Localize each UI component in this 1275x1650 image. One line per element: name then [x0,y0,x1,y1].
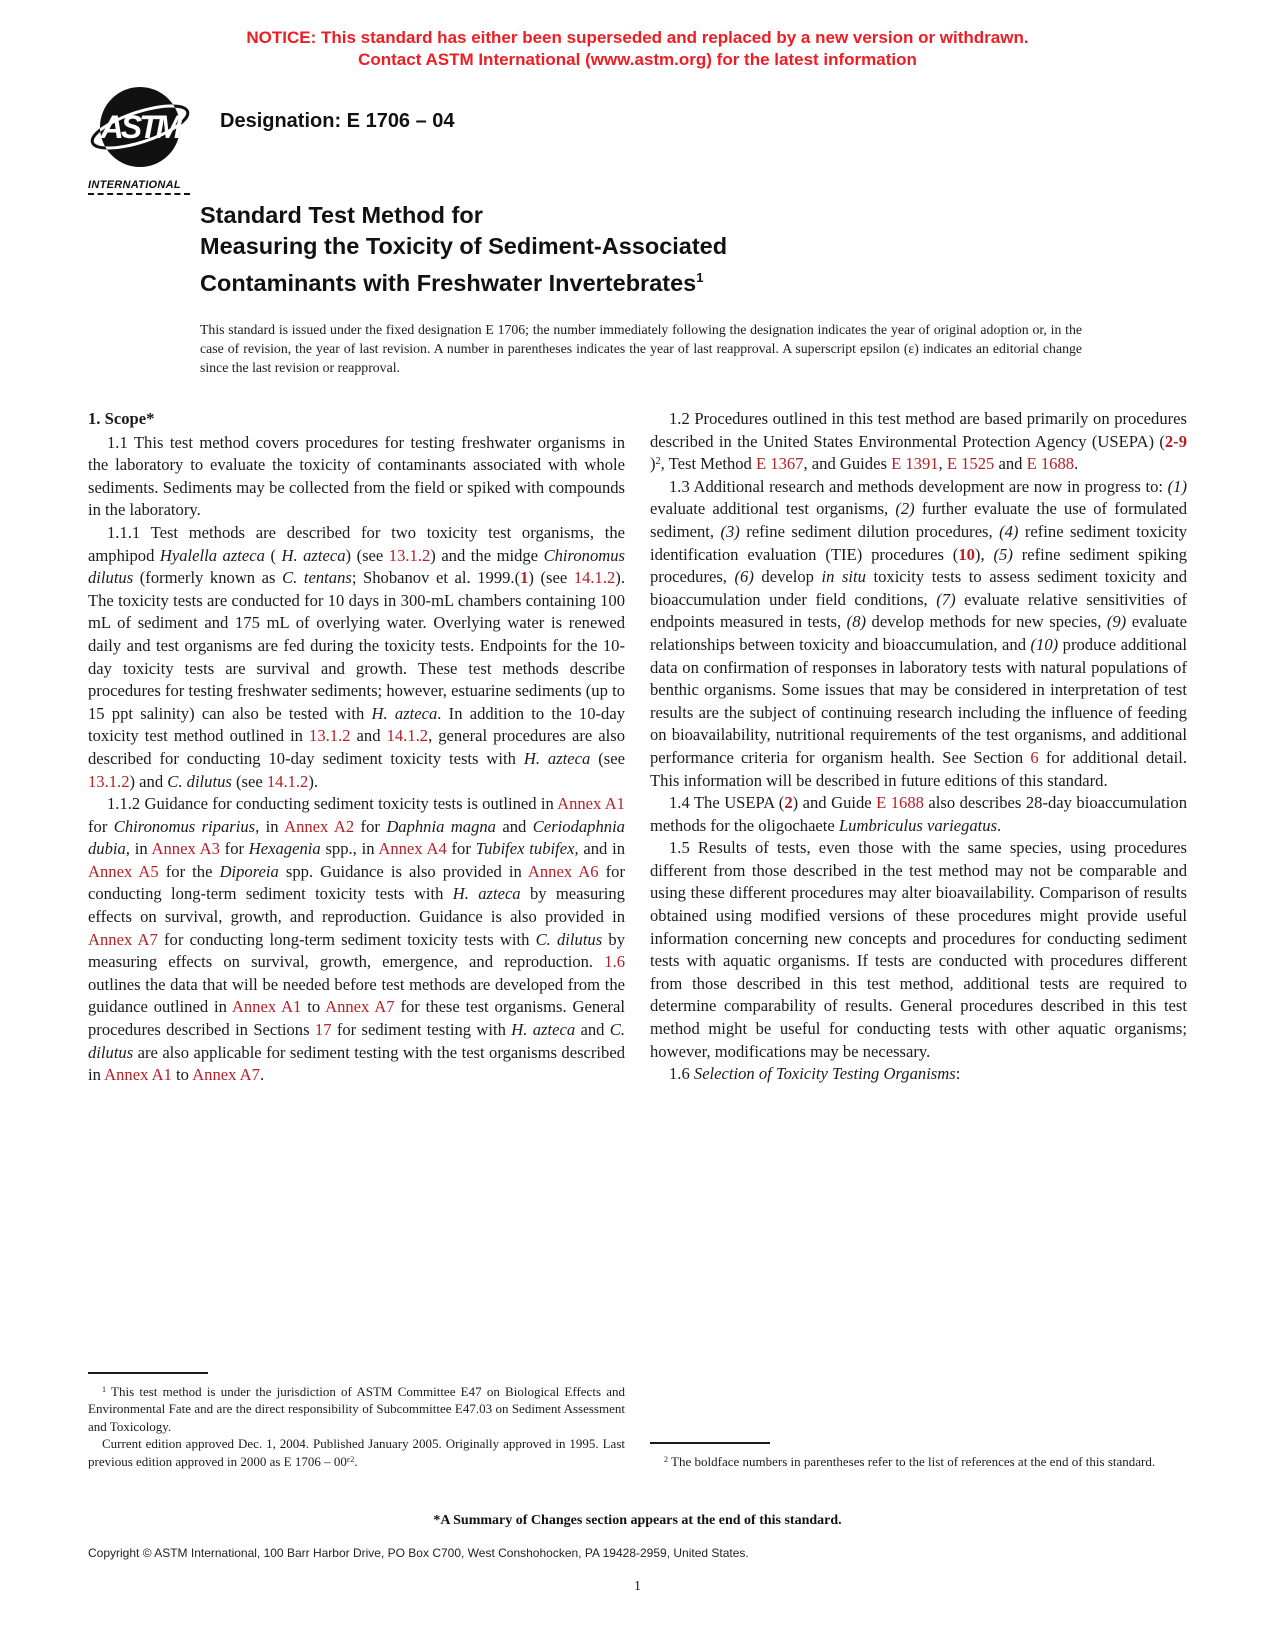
text-segment: for conducting long-term sediment toxicity tests with [88,861,625,904]
svg-text:ASTM: ASTM [100,109,180,145]
text-segment: . [354,1453,358,1469]
text-segment: 1.1 This test method covers procedures for testing freshwater organisms in the laboratory to evaluate the toxicity of contaminants associated with whole sediments. Sediments may be collected from the field or spiked with compounds in the laboratory. [88,432,625,520]
paragraph [650,1063,1187,1086]
text-segment: evaluate additional test organisms, [650,499,896,519]
text-segment: , [938,454,947,474]
paragraph [650,792,1187,837]
notice-line-2: Contact ASTM International (www.astm.org) for the latest information [358,50,917,69]
text-segment: (10) [1030,634,1059,654]
text-segment: , general procedures are also described for conducting 10-day sediment toxicity tests with [88,726,625,768]
text-segment: and [495,816,533,836]
text-segment: for conducting long-term sediment toxicity tests with [157,929,536,949]
text-segment: for the [158,861,220,881]
text-segment: evaluate relative sensitivities of endpoints measured in tests, [650,589,1187,632]
left-column [88,408,625,1470]
reference-link[interactable]: Annex A7 [88,929,158,949]
paragraph [650,408,1187,476]
notice-line-1: NOTICE: This standard has either been superseded and replaced by a new version or withdrawn. [246,28,1029,47]
copyright-line: Copyright © ASTM International, 100 Barr Harbor Drive, PO Box C700, West Conshohocken, PA 19428-2959, United States. [88,1546,749,1560]
text-segment: Diporeia [219,861,279,881]
astm-logo [88,80,198,195]
text-segment: (3) [720,521,740,541]
text-segment: refine sediment toxicity identification evaluation (TIE) procedures ( [650,521,1187,564]
text-segment: Lumbriculus variegatus [838,815,998,835]
paragraph [88,1383,625,1436]
reference-link[interactable]: 2-9 [1164,431,1187,451]
reference-link[interactable]: E 1688 [876,793,924,813]
text-segment: H. azteca [523,748,591,768]
text-segment: (9) [1106,612,1127,632]
paragraph [88,432,625,522]
text-segment: Hyalella azteca [159,545,265,565]
reference-link[interactable]: E 1391 [891,454,939,474]
astm-logo-icon [88,80,190,178]
text-segment: (5) [993,544,1013,564]
paragraph [88,793,625,1087]
reference-link[interactable]: Annex A2 [284,816,355,836]
text-segment: for [354,816,387,836]
paragraph [650,1453,1187,1471]
right-column [650,408,1187,1470]
footnote-rule [650,1442,770,1444]
supersession-notice [0,0,1275,71]
text-segment: This test method is under the jurisdiction of ASTM Committee E47 on Biological Effects and Environmental Fate and are the direct responsibility of Subcommittee E47.03 on Sediment Assessment and Toxicology. [88,1383,625,1434]
text-segment: 1. Scope* [88,409,155,428]
text-segment: further evaluate the use of formulated sediment, [650,499,1187,541]
text-segment: and [575,1020,610,1040]
text-segment: in situ [821,567,866,587]
text-segment: for additional detail. This information will be described in future editions of this standard. [650,747,1187,790]
text-segment: Hexagenia [248,839,321,859]
text-segment: The boldface numbers in parentheses refer to the list of references at the end of this standard. [668,1453,1156,1469]
text-segment: (2) [895,499,915,519]
title-line-3-text: Contaminants with Freshwater Invertebrates [200,270,697,296]
text-segment: . [1074,454,1079,474]
text-segment: (formerly known as [133,568,283,588]
text-segment: ). The toxicity tests are conducted for 10 days in 300-mL chambers containing 100 mL of sediment and 175 mL of overlying water. Overlying water is renewed daily and test organisms are fed during the toxicity tests. Endpoints for the 10-day toxicity tests are survival and growth. These test methods describe procedures for testing freshwater sediments; however, estuarine sediments (up to 15 ppt salinity) can also be tested with [88,568,625,723]
text-segment: to [301,997,326,1017]
designation: Designation: E 1706 – 04 [220,110,455,132]
text-segment: (1) [1167,476,1187,496]
text-segment: (see [590,748,625,768]
text-segment: C. tentans [282,568,352,588]
text-segment: ). [308,771,319,791]
text-segment: for [446,839,476,859]
reference-link[interactable]: Annex A1 [104,1065,172,1085]
text-segment: . [259,1065,265,1085]
text-segment: ε2 [346,1454,355,1464]
text-segment: ( [264,545,282,565]
reference-link[interactable]: 6 [1030,747,1039,767]
reference-link[interactable]: Annex A7 [192,1065,260,1085]
text-segment: in [129,839,152,859]
left-column-text [88,408,625,1087]
reference-link[interactable]: E 1367 [756,454,804,474]
text-segment: by measuring effects on survival, growth, emergence, and reproduction. [88,929,625,972]
section-heading [88,408,625,431]
masthead [88,80,455,195]
text-segment: : [955,1064,961,1084]
text-segment: ) and the midge [430,545,544,565]
text-segment: (7) [936,589,956,609]
reference-link[interactable]: 1.6 [604,952,625,972]
reference-link[interactable]: Annex A1 [231,997,302,1017]
reference-link[interactable]: 1 [520,568,529,588]
reference-link[interactable]: E 1688 [1026,454,1075,474]
text-segment: . In addition to the 10-day toxicity test method outlined in [88,703,625,746]
text-segment: for these test organisms. General procedures described in Sections [88,997,625,1040]
text-segment: Chironomus dilutus [88,545,626,588]
text-segment: for [219,839,249,859]
text-segment: , and Guides [803,454,892,474]
footnote-2 [650,1453,1187,1471]
footnote-1 [88,1383,625,1471]
text-segment: H. azteca [452,884,521,904]
text-segment: and in [578,839,626,859]
text-segment: C. dilutus [88,1020,625,1062]
paragraph [88,522,625,793]
text-segment: 1.1.2 Guidance for conducting sediment toxicity tests is outlined in [107,794,558,814]
text-segment: ) and [129,771,168,791]
body-columns [88,408,1187,1470]
reference-link[interactable]: Annex A6 [527,861,599,881]
paragraph [650,837,1187,1063]
text-segment: 1.1.1 Test methods are described for two toxicity test organisms, the amphipod [88,522,625,565]
text-segment: spp. Guidance is also provided in [278,861,528,881]
left-footnotes [88,1372,625,1471]
text-segment: ) (see [345,545,389,565]
title-line-2: Measuring the Toxicity of Sediment-Associated [200,233,728,259]
text-segment: (8) [846,612,867,632]
text-segment: ) [650,454,656,474]
text-segment: ) and Guide [792,793,877,813]
summary-of-changes-note: *A Summary of Changes section appears at the end of this standard. [433,1513,842,1528]
right-footnotes [650,1442,1187,1471]
text-segment: Current edition approved Dec. 1, 2004. Published January 2005. Originally approved in 1995. Last previous edition approved in 2000 as E 1706 – 00 [88,1436,625,1469]
text-segment: Chironomus riparius, [113,816,260,836]
text-segment: produce additional data on confirmation of responses in laboratory tests with natural populations of benthic organisms. Some issues that may be considered in interpretation of test results are the subject of continuing research including the influence of feeding on bioavailability, nutritional requirements of the test organisms, and additional performance criteria for organism health. See Section [650,634,1187,767]
reference-link[interactable]: 2 [784,793,793,813]
text-segment: H. azteca [281,545,346,565]
text-segment: 2 [664,1454,669,1464]
title-line-3 [200,262,1100,299]
astm-logo-caption: INTERNATIONAL [88,179,190,195]
text-segment: 1.4 The USEPA ( [669,793,785,813]
text-segment: also describes 28-day bioaccumulation methods for the oligochaete [650,793,1187,835]
footnote-rule [88,1372,208,1374]
text-segment: ; Shobanov et al. 1999.( [351,568,521,588]
text-segment: 1.3 Additional research and methods development are now in progress to: [669,476,1168,496]
text-segment: by measuring effects on survival, growth, and reproduction. Guidance is also provided in [88,884,625,927]
text-segment: ) (see [528,568,574,588]
reference-link[interactable]: 13.1.2 [88,771,130,791]
paragraph [88,1435,625,1470]
text-segment: outlines the data that will be needed before test methods are developed from the guidance outlined in [88,974,625,1017]
text-segment: 1.6 [669,1064,694,1084]
page-number: 1 [634,1578,641,1593]
text-segment: (4) [999,521,1019,541]
text-segment: , Test Method [660,454,756,474]
text-segment: and [994,454,1027,474]
text-segment: C. dilutus [167,771,232,791]
reference-link[interactable]: Annex A4 [378,839,447,859]
text-segment: Tubifex tubifex, [475,839,579,859]
text-segment: for sediment testing with [331,1020,512,1040]
text-segment: spp., in [320,839,379,859]
text-segment: Ceriodaphnia dubia, [88,816,625,859]
text-segment: to [171,1065,193,1085]
text-segment: develop methods for new species, [866,612,1107,632]
reference-link[interactable]: Annex A1 [557,794,625,814]
reference-link[interactable]: Annex A7 [325,997,395,1017]
document-title [200,200,1100,299]
text-segment: refine sediment spiking procedures, [650,544,1187,587]
text-segment: Daphnia magna [386,816,496,836]
reference-link[interactable]: 17 [314,1020,332,1040]
text-segment: (see [231,771,267,791]
text-segment: are also applicable for sediment testing with the test organisms described in [88,1042,625,1085]
reference-link[interactable]: 13.1.2 [388,545,431,565]
text-segment: Selection of Toxicity Testing Organisms [693,1064,956,1084]
text-segment: toxicity tests to assess sediment toxicity and bioaccumulation under field conditions, [650,567,1188,609]
reference-link[interactable]: Annex A5 [88,861,159,881]
text-segment: 1 [102,1384,107,1394]
reference-link[interactable]: 14.1.2 [386,726,429,746]
reference-link[interactable]: 13.1.2 [309,726,351,746]
text-segment: in [259,816,285,836]
reference-link[interactable]: 14.1.2 [266,771,309,791]
text-segment: develop [753,567,822,587]
text-segment: 1.2 Procedures outlined in this test method are based primarily on procedures described in the United States Environmental Protection Agency (USEPA) ( [650,409,1187,451]
text-segment: 2 [655,456,661,468]
paragraph [650,476,1187,792]
text-segment: (6) [734,567,754,587]
text-segment: evaluate relationships between toxicity and bioaccumulation, and [650,612,1187,654]
text-segment: ), [974,544,994,564]
text-segment: 1.5 Results of tests, even those with the same species, using procedures different from those described in the test method may not be comparable and using these different procedures may alter bioavailability. Comparison of results obtained using modified versions of these procedures might provide useful information concerning new concepts and procedures for conducting sediment tests with aquatic organisms. If tests are conducted with procedures different from those described in this test method, additional tests are required to determine comparability of results. General procedures described in this test method might be useful for conducting tests with other aquatic organisms; however, modifications may be necessary. [650,838,1187,1061]
text-segment: H. azteca [511,1020,576,1040]
title-line-1: Standard Test Method for [200,202,483,228]
text-segment: H. azteca [371,703,438,723]
issuing-statement: This standard is issued under the fixed designation E 1706; the number immediately following the designation indicates the year of original adoption or, in the case of revision, the year of last revision. A number in parentheses indicates the year of last reapproval. A superscript epsilon (ε) indicates an editorial change since the last revision or reapproval. [200,322,1082,375]
reference-link[interactable]: 10 [958,544,975,564]
reference-link[interactable]: 14.1.2 [573,568,616,588]
reference-link[interactable]: Annex A3 [151,839,220,859]
text-segment: for [88,816,114,836]
text-segment: C. dilutus [535,929,603,949]
text-segment: and [350,726,387,746]
title-footnote-marker[interactable]: 1 [696,270,704,285]
text-segment: . [997,815,1002,835]
right-column-text [650,408,1187,1086]
reference-link[interactable]: E 1525 [946,454,995,474]
text-segment: refine sediment dilution procedures, [739,521,1000,541]
